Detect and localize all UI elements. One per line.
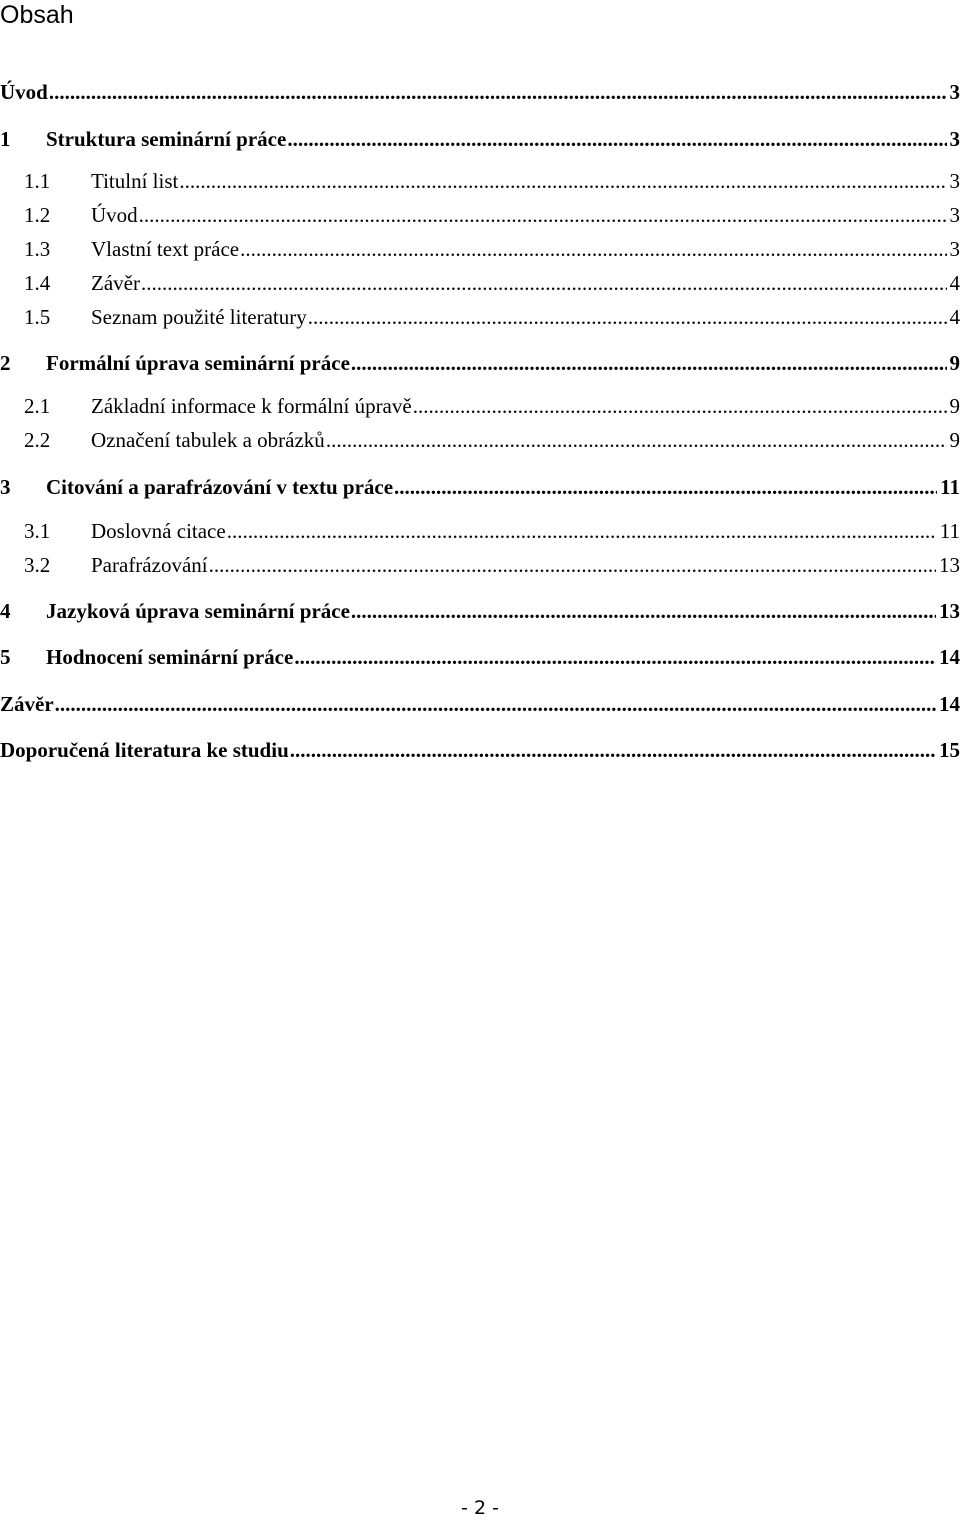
toc-entry-3-2[interactable] [0, 553, 960, 577]
toc-entry-title: Označení tabulek a obrázků [91, 428, 325, 452]
toc-entry-page: 3 [950, 203, 960, 227]
toc-entry-1-4[interactable] [0, 271, 960, 295]
toc-entry-page: 14 [939, 692, 960, 716]
toc-entry-3-1[interactable] [0, 519, 960, 543]
toc-entry-number: 2.2 [0, 428, 91, 452]
toc-dot-leader [240, 237, 946, 261]
toc-entry-zaver[interactable] [0, 692, 960, 716]
toc-dot-leader [351, 351, 947, 375]
toc-entry-number: 1.3 [0, 237, 91, 261]
toc-entry-5[interactable] [0, 645, 960, 669]
toc-entry-4[interactable] [0, 599, 960, 623]
toc-entry-number: 3 [0, 475, 46, 499]
toc-dot-leader [227, 519, 937, 543]
toc-entry-number: 1.4 [0, 271, 91, 295]
toc-entry-page: 13 [939, 553, 960, 577]
toc-entry-page: 9 [950, 428, 960, 452]
toc-entry-title: Závěr [0, 692, 54, 716]
toc-dot-leader [287, 127, 946, 151]
toc-entry-number: 2 [0, 351, 46, 375]
toc-entry-number: 1 [0, 127, 46, 151]
toc-entry-number: 1.1 [0, 169, 91, 193]
toc-entry-title: Jazyková úprava seminární práce [46, 599, 350, 623]
toc-entry-title: Seznam použité literatury [91, 305, 307, 329]
toc-dot-leader [326, 428, 947, 452]
toc-dot-leader [351, 599, 936, 623]
toc-entry-number: 5 [0, 645, 46, 669]
toc-entry-title: Úvod [0, 80, 48, 104]
toc-dot-leader [290, 738, 936, 762]
toc-dot-leader [394, 475, 937, 499]
toc-entry-title: Parafrázování [91, 553, 208, 577]
toc-dot-leader [413, 394, 947, 418]
toc-dot-leader [294, 645, 936, 669]
toc-entry-page: 4 [950, 305, 960, 329]
toc-entry-page: 14 [939, 645, 960, 669]
toc-entry-page: 9 [950, 351, 960, 375]
toc-dot-leader [209, 553, 936, 577]
toc-entry-page: 3 [950, 237, 960, 261]
toc-entry-page: 9 [950, 394, 960, 418]
toc-entry-number: 1.2 [0, 203, 91, 227]
toc-entry-number: 4 [0, 599, 46, 623]
toc-dot-leader [141, 271, 947, 295]
toc-entry-1[interactable] [0, 127, 960, 151]
toc-dot-leader [179, 169, 946, 193]
toc-entry-1-5[interactable] [0, 305, 960, 329]
toc-dot-leader [49, 80, 947, 104]
toc-entry-page: 13 [939, 599, 960, 623]
toc-entry-page: 3 [950, 80, 960, 104]
toc-entry-title: Vlastní text práce [91, 237, 239, 261]
toc-entry-number: 1.5 [0, 305, 91, 329]
toc-entry-2[interactable] [0, 351, 960, 375]
toc-dot-leader [139, 203, 947, 227]
toc-entry-title: Doslovná citace [91, 519, 226, 543]
toc-entry-2-1[interactable] [0, 394, 960, 418]
toc-entry-page: 11 [940, 519, 960, 543]
toc-entry-title: Citování a parafrázování v textu práce [46, 475, 393, 499]
toc-entry-number: 3.2 [0, 553, 91, 577]
toc-entry-page: 15 [939, 738, 960, 762]
toc-entry-3[interactable] [0, 475, 960, 499]
toc-dot-leader [55, 692, 936, 716]
toc-entry-title: Závěr [91, 271, 140, 295]
page-title: Obsah [0, 0, 74, 30]
toc-entry-title: Úvod [91, 203, 138, 227]
toc-entry-title: Základní informace k formální úpravě [91, 394, 412, 418]
toc-entry-title: Formální úprava seminární práce [46, 351, 350, 375]
toc-entry-uvod[interactable] [0, 80, 960, 104]
page-footer-number: - 2 - [0, 1494, 960, 1522]
toc-entry-page: 3 [950, 169, 960, 193]
toc-entry-title: Doporučená literatura ke studiu [0, 738, 289, 762]
toc-entry-2-2[interactable] [0, 428, 960, 452]
toc-entry-page: 11 [940, 475, 960, 499]
toc-entry-number: 2.1 [0, 394, 91, 418]
toc-entry-title: Titulní list [91, 169, 178, 193]
toc-entry-title: Struktura seminární práce [46, 127, 286, 151]
toc-entry-title: Hodnocení seminární práce [46, 645, 293, 669]
toc-entry-page: 4 [950, 271, 960, 295]
toc-entry-doporucena-literatura[interactable] [0, 738, 960, 762]
toc-entry-page: 3 [950, 127, 960, 151]
toc-dot-leader [308, 305, 947, 329]
toc-entry-1-3[interactable] [0, 237, 960, 261]
toc-entry-1-2[interactable] [0, 203, 960, 227]
toc-entry-1-1[interactable] [0, 169, 960, 193]
toc-entry-number: 3.1 [0, 519, 91, 543]
